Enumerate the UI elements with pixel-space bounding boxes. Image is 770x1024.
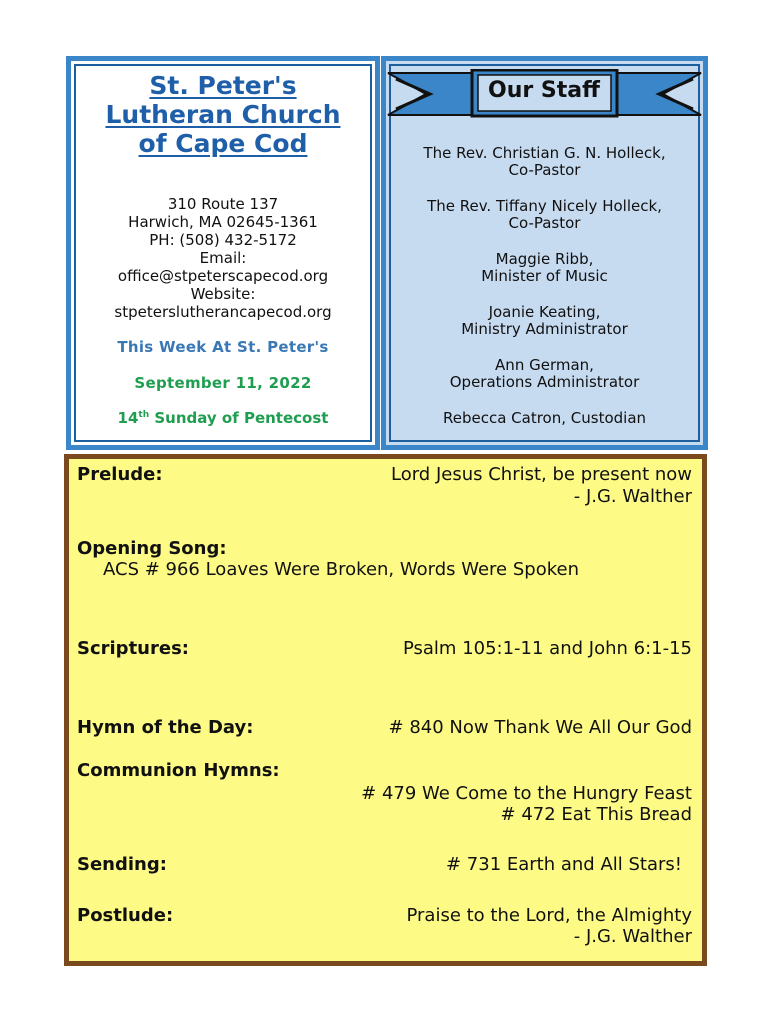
- postlude-label: Postlude:: [77, 905, 174, 926]
- church-info-panel: [66, 56, 380, 450]
- opening-song-title: ACS # 966 Loaves Were Broken, Words Were Spoken: [103, 559, 579, 580]
- opening-song-label: Opening Song:: [77, 538, 227, 559]
- staff-member: [386, 251, 703, 285]
- website-label: Website:: [190, 285, 256, 303]
- staff-title: Our Staff: [488, 78, 600, 103]
- email: office@stpeterscapecod.org: [117, 267, 329, 285]
- church-name-line-1: St. Peter's: [149, 71, 297, 100]
- sunday-ordinal: th: [138, 410, 150, 420]
- staff-member: [386, 410, 703, 427]
- sending-value: # 731 Earth and All Stars!: [445, 854, 682, 875]
- prelude-title: Lord Jesus Christ, be present now: [391, 464, 692, 485]
- address-line-1: 310 Route 137: [167, 195, 279, 213]
- sending-label: Sending:: [77, 854, 167, 875]
- communion-hymn-2: # 472 Eat This Bread: [500, 804, 692, 825]
- staff-role: Co-Pastor: [508, 214, 581, 232]
- communion-hymns-label: Communion Hymns:: [77, 760, 280, 781]
- staff-name: The Rev. Christian G. N. Holleck,: [423, 144, 666, 162]
- hymn-of-day-value: # 840 Now Thank We All Our God: [388, 717, 692, 738]
- church-name-line-3: of Cape Cod: [138, 129, 308, 158]
- staff-role: Operations Administrator: [449, 373, 640, 391]
- sunday-name: Sunday of Pentecost: [149, 409, 329, 427]
- staff-name: The Rev. Tiffany Nicely Holleck,: [427, 197, 662, 215]
- prelude-composer: - J.G. Walther: [573, 486, 692, 507]
- prelude-label: Prelude:: [77, 464, 163, 485]
- church-name-line-2: Lutheran Church: [105, 100, 341, 129]
- this-week-heading: This Week At St. Peter's: [117, 338, 329, 356]
- staff-member: [386, 198, 703, 232]
- scriptures-value: Psalm 105:1-11 and John 6:1-15: [402, 638, 692, 659]
- staff-member: [386, 304, 703, 338]
- staff-name: Maggie Ribb,: [495, 250, 594, 268]
- order-of-service: [64, 454, 707, 966]
- staff-name: Ann German,: [495, 356, 594, 374]
- communion-hymn-1: # 479 We Come to the Hungry Feast: [361, 783, 692, 804]
- staff-name: Rebecca Catron, Custodian: [442, 409, 647, 427]
- email-label: Email:: [199, 249, 247, 267]
- staff-list: [386, 145, 703, 446]
- liturgical-sunday: [71, 409, 375, 427]
- church-name: [71, 71, 375, 158]
- postlude-composer: - J.G. Walther: [573, 926, 692, 947]
- postlude-title: Praise to the Lord, the Almighty: [406, 905, 692, 926]
- hymn-of-day-label: Hymn of the Day:: [77, 717, 254, 738]
- staff-role: Ministry Administrator: [461, 320, 628, 338]
- staff-panel: [381, 56, 708, 450]
- contact-info: [71, 195, 375, 321]
- staff-role: Co-Pastor: [508, 161, 581, 179]
- service-date: September 11, 2022: [134, 374, 312, 392]
- phone: PH: (508) 432-5172: [149, 231, 297, 249]
- website: stpeterslutherancapecod.org: [114, 303, 332, 321]
- staff-role: Minister of Music: [481, 267, 608, 285]
- staff-name: Joanie Keating,: [488, 303, 601, 321]
- staff-member: [386, 145, 703, 179]
- sunday-number: 14: [117, 409, 139, 427]
- staff-member: [386, 357, 703, 391]
- address-line-2: Harwich, MA 02645-1361: [128, 213, 318, 231]
- scriptures-label: Scriptures:: [77, 638, 189, 659]
